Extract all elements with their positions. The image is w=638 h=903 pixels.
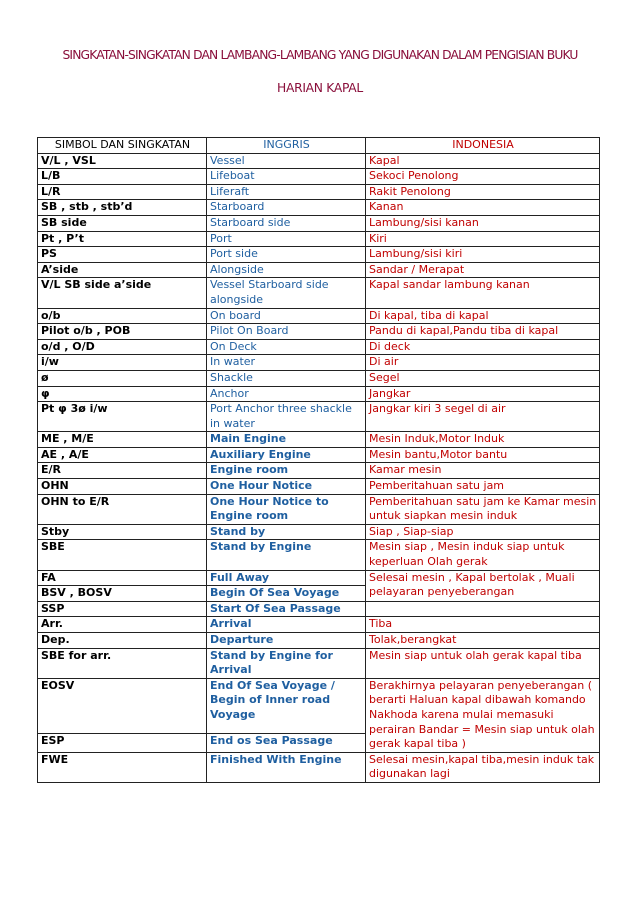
abbreviations-table <box>37 137 600 783</box>
cell-symbol: V/L SB side a’side <box>38 278 207 308</box>
table-row <box>38 184 600 200</box>
cell-english: Full Away <box>207 570 366 586</box>
cell-english: Main Engine <box>207 432 366 448</box>
cell-english: End Of Sea Voyage / Begin of Inner road Voyage <box>207 678 366 733</box>
cell-english: On Deck <box>207 339 366 355</box>
cell-indonesian: Di air <box>366 355 600 371</box>
cell-indonesian: Kamar mesin <box>366 463 600 479</box>
cell-indonesian: Pemberitahuan satu jam ke Kamar mesin untuk siapkan mesin induk <box>366 494 600 524</box>
cell-indonesian: Tiba <box>366 617 600 633</box>
cell-english: On board <box>207 308 366 324</box>
cell-english: Vessel Starboard side alongside <box>207 278 366 308</box>
cell-symbol: SB side <box>38 215 207 231</box>
cell-symbol: OHN to E/R <box>38 494 207 524</box>
table-row <box>38 494 600 524</box>
cell-english: One Hour Notice to Engine room <box>207 494 366 524</box>
table-row <box>38 648 600 678</box>
cell-indonesian: Kapal <box>366 153 600 169</box>
cell-english: In water <box>207 355 366 371</box>
cell-english: One Hour Notice <box>207 479 366 495</box>
cell-indonesian: Sekoci Penolong <box>366 169 600 185</box>
table-row <box>38 355 600 371</box>
cell-english: Port <box>207 231 366 247</box>
cell-indonesian: Di deck <box>366 339 600 355</box>
table-row <box>38 200 600 216</box>
cell-english: Begin Of Sea Voyage <box>207 586 366 602</box>
table-row <box>38 447 600 463</box>
table-row <box>38 617 600 633</box>
page-title-continued: HARIAN KAPAL <box>277 81 363 95</box>
table-row <box>38 153 600 169</box>
table-row <box>38 540 600 570</box>
cell-indonesian: Mesin siap , Mesin induk siap untuk keperluan Olah gerak <box>366 540 600 570</box>
cell-english: Start Of Sea Passage <box>207 601 366 617</box>
cell-english: Port side <box>207 247 366 263</box>
table-row <box>38 479 600 495</box>
cell-indonesian: Pandu di kapal,Pandu tiba di kapal <box>366 324 600 340</box>
cell-symbol: V/L , VSL <box>38 153 207 169</box>
table-row <box>38 169 600 185</box>
cell-indonesian: Di kapal, tiba di kapal <box>366 308 600 324</box>
cell-indonesian: Kapal sandar lambung kanan <box>366 278 600 308</box>
table-row <box>38 215 600 231</box>
table-row <box>38 463 600 479</box>
cell-indonesian: Selesai mesin,kapal tiba,mesin induk tak digunakan lagi <box>366 752 600 782</box>
cell-symbol: SBE for arr. <box>38 648 207 678</box>
table-row <box>38 524 600 540</box>
cell-indonesian: Mesin Induk,Motor Induk <box>366 432 600 448</box>
cell-english: Departure <box>207 633 366 649</box>
table-row <box>38 432 600 448</box>
cell-english: Starboard <box>207 200 366 216</box>
cell-english: Anchor <box>207 386 366 402</box>
cell-symbol: ESP <box>38 733 207 752</box>
cell-symbol: PS <box>38 247 207 263</box>
cell-symbol: AE , A/E <box>38 447 207 463</box>
cell-english: Stand by <box>207 524 366 540</box>
cell-english: Engine room <box>207 463 366 479</box>
cell-indonesian: Kiri <box>366 231 600 247</box>
table-row <box>38 402 600 432</box>
header-indonesian: INDONESIA <box>366 138 600 154</box>
cell-symbol: E/R <box>38 463 207 479</box>
cell-english: Vessel <box>207 153 366 169</box>
cell-english: Alongside <box>207 262 366 278</box>
cell-indonesian: Tolak,berangkat <box>366 633 600 649</box>
cell-symbol: L/R <box>38 184 207 200</box>
table-row <box>38 678 600 733</box>
cell-symbol: o/d , O/D <box>38 339 207 355</box>
table-row <box>38 247 600 263</box>
cell-indonesian: Mesin bantu,Motor bantu <box>366 447 600 463</box>
cell-indonesian: Jangkar <box>366 386 600 402</box>
cell-symbol: SB , stb , stb’d <box>38 200 207 216</box>
cell-symbol: ME , M/E <box>38 432 207 448</box>
cell-english: Auxiliary Engine <box>207 447 366 463</box>
cell-english: Stand by Engine <box>207 540 366 570</box>
cell-symbol: SBE <box>38 540 207 570</box>
cell-english: End os Sea Passage <box>207 733 366 752</box>
cell-indonesian: Pemberitahuan satu jam <box>366 479 600 495</box>
cell-symbol: BSV , BOSV <box>38 586 207 602</box>
page-title: SINGKATAN-SINGKATAN DAN LAMBANG-LAMBANG YANG DIGUNAKAN DALAM PENGISIAN BUKU <box>62 48 578 62</box>
cell-indonesian: Selesai mesin , Kapal bertolak , Muali pelayaran penyeberangan <box>366 570 600 601</box>
cell-english: Starboard side <box>207 215 366 231</box>
cell-english: Stand by Engine for Arrival <box>207 648 366 678</box>
table-row <box>38 570 600 586</box>
cell-indonesian: Mesin siap untuk olah gerak kapal tiba <box>366 648 600 678</box>
cell-english: Liferaft <box>207 184 366 200</box>
table-row <box>38 601 600 617</box>
cell-english: Finished With Engine <box>207 752 366 782</box>
cell-indonesian: Sandar / Merapat <box>366 262 600 278</box>
cell-symbol: SSP <box>38 601 207 617</box>
table-row <box>38 339 600 355</box>
cell-english: Port Anchor three shackle in water <box>207 402 366 432</box>
table-row <box>38 308 600 324</box>
table-row <box>38 262 600 278</box>
cell-symbol: FA <box>38 570 207 586</box>
table-header-row <box>38 138 600 154</box>
cell-symbol: φ <box>38 386 207 402</box>
cell-symbol: Pilot o/b , POB <box>38 324 207 340</box>
cell-symbol: Pt , P’t <box>38 231 207 247</box>
table-row <box>38 386 600 402</box>
header-english: INGGRIS <box>207 138 366 154</box>
cell-symbol: Pt φ 3ø i/w <box>38 402 207 432</box>
cell-english: Shackle <box>207 370 366 386</box>
cell-indonesian <box>366 601 600 617</box>
table-row <box>38 324 600 340</box>
cell-symbol: Arr. <box>38 617 207 633</box>
cell-indonesian: Kanan <box>366 200 600 216</box>
cell-indonesian: Lambung/sisi kiri <box>366 247 600 263</box>
cell-symbol: FWE <box>38 752 207 782</box>
table-row <box>38 278 600 308</box>
cell-symbol: EOSV <box>38 678 207 733</box>
cell-symbol: L/B <box>38 169 207 185</box>
cell-indonesian: Siap , Siap-siap <box>366 524 600 540</box>
cell-symbol: Stby <box>38 524 207 540</box>
cell-english: Arrival <box>207 617 366 633</box>
cell-symbol: o/b <box>38 308 207 324</box>
table-row <box>38 370 600 386</box>
header-symbol: SIMBOL DAN SINGKATAN <box>38 138 207 154</box>
cell-indonesian: Segel <box>366 370 600 386</box>
cell-symbol: OHN <box>38 479 207 495</box>
cell-indonesian: Berakhirnya pelayaran penyeberangan ( berarti Haluan kapal dibawah komando Nakhoda karena mulai memasuki perairan Bandar = Mesin siap untuk olah gerak kapal tiba ) <box>366 678 600 752</box>
cell-symbol: A’side <box>38 262 207 278</box>
cell-indonesian: Rakit Penolong <box>366 184 600 200</box>
cell-symbol: i/w <box>38 355 207 371</box>
cell-indonesian: Lambung/sisi kanan <box>366 215 600 231</box>
cell-symbol: ø <box>38 370 207 386</box>
cell-indonesian: Jangkar kiri 3 segel di air <box>366 402 600 432</box>
cell-symbol: Dep. <box>38 633 207 649</box>
table-row <box>38 231 600 247</box>
cell-english: Lifeboat <box>207 169 366 185</box>
table-row <box>38 752 600 782</box>
table-row <box>38 633 600 649</box>
cell-english: Pilot On Board <box>207 324 366 340</box>
